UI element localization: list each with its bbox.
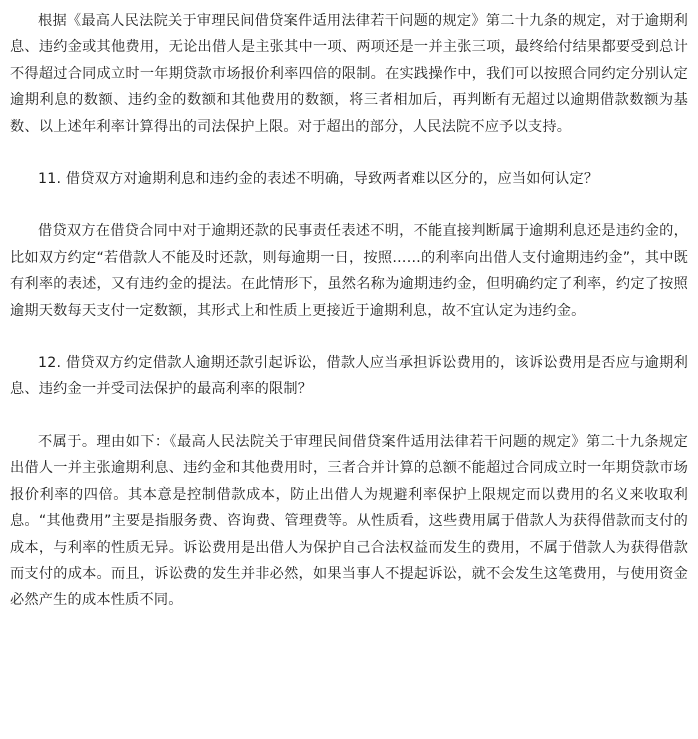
answer-12-paragraph: 不属于。理由如下：《最高人民法院关于审理民间借贷案件适用法律若干问题的规定》第二十九条规定出借人一并主张逾期利息、违约金和其他费用时，三者合并计算的总额不能超过合同成立时一年期贷款市场报价利率的四倍。其本意是控制借款成本，防止出借人为规避利率保护上限规定而以费用的名义来收取利息。“其他费用”主要是指服务费、咨询费、管理费等。从性质看，这些费用属于借款人为获得借款而支付的成本，与利率的性质无异。诉讼费用是出借人为保护自己合法权益而发生的费用，不属于借款人为获得借款而支付的成本。而且，诉讼费的发生并非必然，如果当事人不提起诉讼，就不会发生这笔费用，与使用资金必然产生的成本性质不同。 [10, 433, 688, 609]
document-body [10, 8, 688, 614]
question-12-heading: 12. 借贷双方约定借款人逾期还款引起诉讼，借款人应当承担诉讼费用的，该诉讼费用是否应与逾期利息、违约金一并受司法保护的最高利率的限制？ [10, 355, 688, 398]
paragraph-overdue-interest-cap: 根据《最高人民法院关于审理民间借贷案件适用法律若干问题的规定》第二十九条的规定，对于逾期利息、违约金或其他费用，无论出借人是主张其中一项、两项还是一并主张三项，最终给付结果都要受到总计不得超过合同成立时一年期贷款市场报价利率四倍的限制。在实践操作中，我们可以按照合同约定分别认定逾期利息的数额、违约金的数额和其他费用的数额，将三者相加后，再判断有无超过以逾期借款数额为基数、以上述年利率计算得出的司法保护上限。对于超出的部分，人民法院不应予以支持。 [10, 13, 688, 135]
question-11-heading: 11. 借贷双方对逾期利息和违约金的表述不明确，导致两者难以区分的，应当如何认定？ [38, 171, 599, 188]
answer-11-paragraph: 借贷双方在借贷合同中对于逾期还款的民事责任表述不明，不能直接判断属于逾期利息还是违约金的，比如双方约定“若借款人不能及时还款，则每逾期一日，按照……的利率向出借人支付逾期违约金”，其中既有利率的表述，又有违约金的提法。在此情形下，虽然名称为逾期违约金，但明确约定了利率，约定了按照逾期天数每天支付一定数额，其形式上和性质上更接近于逾期利息，故不宜认定为违约金。 [10, 223, 688, 319]
